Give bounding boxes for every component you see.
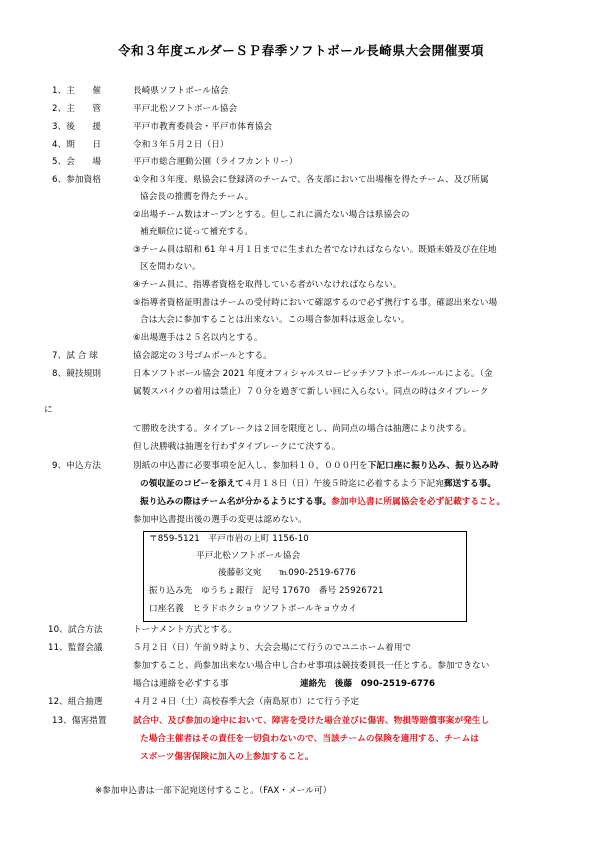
section-6-line: ⑥出場選手は２５名以内とする。 xyxy=(133,333,263,343)
section-6-line: ④チーム員に、指導者資格を取得している者がいなければならない。 xyxy=(133,280,402,290)
section-10-label: 10、試合方法 xyxy=(48,625,103,635)
section-6-line: ③チーム員は昭和 61 年４月１日までに生まれた者でなければならない。既婚未婚及び在住地 xyxy=(133,245,497,255)
box-account-name: 口座名義 ヒラドホクショウソフトボールキョウカイ xyxy=(149,604,358,614)
section-11-line: 参加すること、尚参加出来ない場合申し合わせ事項は競技委員長一任とする。参加できない xyxy=(133,661,490,671)
section-13-line: た場合主催者はその責任を一切負わないので、当該チームの保険を適用する、チームは xyxy=(140,734,479,744)
section-9-red-note: 参加申込書に所属協会を必ず記載すること。 xyxy=(331,497,506,507)
section-9-line xyxy=(140,497,505,508)
section-9-line xyxy=(140,479,496,490)
box-bank-account: 振り込み先 ゆうちょ銀行 記号 17670 番号 25926721 xyxy=(149,586,384,596)
section-11-text: 場合は連絡を必ずする事 xyxy=(133,679,229,689)
section-8-line: に xyxy=(44,405,53,415)
section-6-label: 6、参加資格 xyxy=(52,175,102,185)
section-7-content: 協会認定の３号ゴムボールとする。 xyxy=(133,351,272,361)
section-8-line: て勝敗を決する。タイブレークは２回を限度とし、尚同点の場合は抽選により決する。 xyxy=(133,424,472,434)
section-10-content: トーナメント方式とする。 xyxy=(133,625,237,635)
item-2-content: 平戸北松ソフトボール協会 xyxy=(133,104,238,114)
item-3-content: 平戸市教育委員会・平戸市体育協会 xyxy=(133,122,273,132)
box-organization: 平戸北松ソフトボール協会 xyxy=(196,551,301,561)
section-9-emphasis: 郵送する事。 xyxy=(443,479,497,489)
item-4-label: 4、期 日 xyxy=(52,140,102,150)
section-9-line: 参加申込書提出後の選手の変更は認めない。 xyxy=(133,515,307,525)
section-12-content: ４月２４日（土）高校春季大会（南島原市）にて行う予定 xyxy=(133,697,360,707)
section-6-line: 合は大会に参加することは出来ない。この場合参加料は返金しない。 xyxy=(140,315,410,325)
section-8-line: 日本ソフトボール協会 2021 年度オフィシャルスローピッチソフトボールルールによる。（金 xyxy=(133,369,493,379)
item-4-content: 令和３年５月２日（日） xyxy=(133,140,229,150)
section-12-label: 12、組合抽選 xyxy=(48,697,103,707)
item-2-label: 2、主 管 xyxy=(52,104,102,114)
section-8-label: 8、競技規則 xyxy=(52,369,102,379)
box-contact-person: 後藤彰文宛 ℡090-2519-6776 xyxy=(218,568,356,578)
section-6-line: ⑤指導者資格証明書はチームの受付時において確認するので必ず携行する事。確認出来ない場 xyxy=(133,298,498,308)
page-title: 令和３年度エルダーＳＰ春季ソフトボール長崎県大会開催要項 xyxy=(118,43,485,58)
section-8-line: 但し決勝戦は抽選を行わずタイブレークにて決する。 xyxy=(133,442,341,452)
section-6-line: ①令和３年度、県協会に登録済のチームで、各支部において出場権を得たチーム、及び所属 xyxy=(133,175,489,185)
section-6-line: 区を問わない。 xyxy=(140,262,201,272)
section-13-line: スポーツ傷害保険に加入の上参加すること。 xyxy=(140,752,314,762)
section-13-label: 13、傷害措置 xyxy=(52,716,107,726)
item-1-label: 1、主 催 xyxy=(52,86,102,96)
section-9-text: 別紙の申込書に必要事項を記入し、参加料１０，０００円を xyxy=(133,461,368,471)
section-9-text: ４月１８日（日）午後５時迄に必着するよう下記宛 xyxy=(243,479,444,489)
section-9-emphasis: の領収証のコピーを添えて xyxy=(140,479,244,489)
section-11-contact: 連絡先 後藤 090-2519-6776 xyxy=(300,679,436,689)
section-7-label: 7、試 合 球 xyxy=(52,351,99,361)
section-9-emphasis: 下記口座に振り込み、振り込み時 xyxy=(367,461,499,471)
section-6-line: 協会長の推薦を得たチーム。 xyxy=(140,192,254,202)
item-3-label: 3、後 援 xyxy=(52,122,102,132)
section-6-line: 補充順位に従って補充する。 xyxy=(140,227,254,237)
section-13-line: 試合中、及び参加の途中において、障害を受けた場合並びに傷害、物損等賠償事案が発生し xyxy=(133,716,490,726)
section-11-label: 11、監督会議 xyxy=(48,643,103,653)
box-address: 〒859-5121 平戸市岩の上町 1156-10 xyxy=(149,534,309,544)
section-6-line: ②出場チーム数はオープンとする。但しこれに満たない場合は県協会の xyxy=(133,210,410,220)
footer-note: ※参加申込書は一部下記宛送付すること。（FAX・メール可） xyxy=(95,786,332,796)
section-8-line: 属製スパイクの着用は禁止）７０分を過ぎて新しい回に入らない。同点の時はタイブレーク xyxy=(133,387,489,397)
section-11-line: ５月２日（日）午前９時より、大会会場にて行うのでユニホーム着用で xyxy=(133,643,412,653)
section-9-emphasis: 振り込みの際はチーム名が分かるようにする事。 xyxy=(140,497,332,507)
section-9-line xyxy=(133,461,499,472)
item-5-label: 5、会 場 xyxy=(52,157,102,167)
section-11-line xyxy=(133,679,229,690)
item-1-content: 長崎県ソフトボール協会 xyxy=(133,86,229,96)
item-5-content: 平戸市総合運動公園（ライフカントリー） xyxy=(133,157,298,167)
section-9-label: 9、申込方法 xyxy=(52,461,102,471)
